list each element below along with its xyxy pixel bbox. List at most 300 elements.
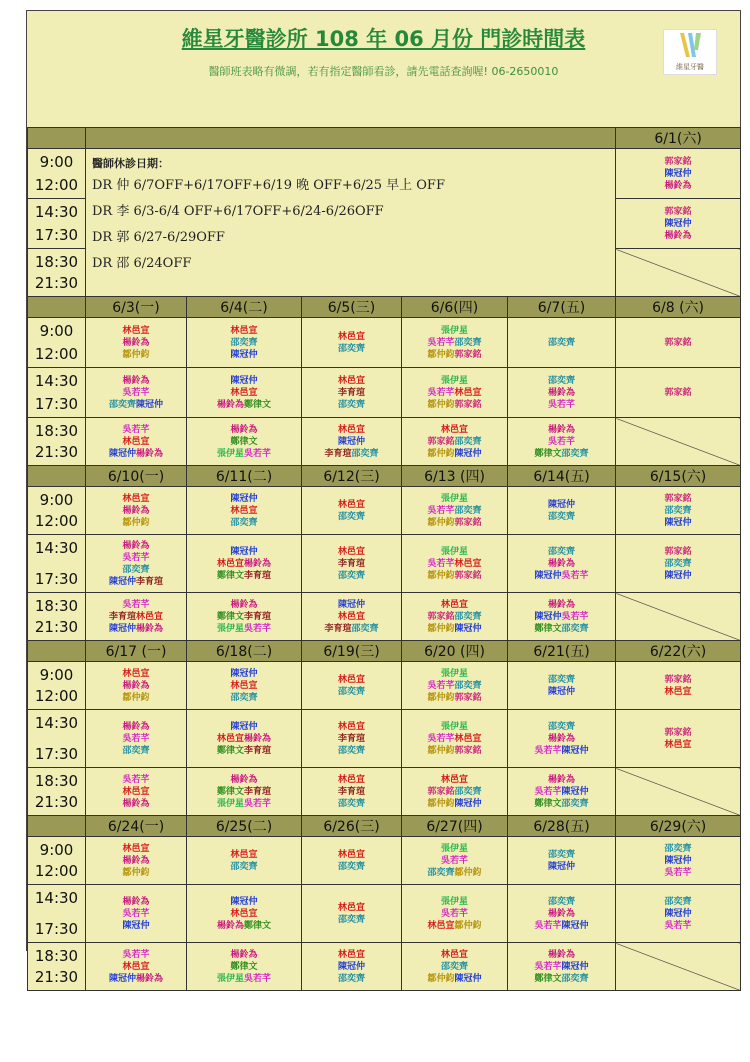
doctor-name: 邵奕齊	[548, 896, 576, 907]
doctor-line	[508, 861, 615, 873]
doctor-slot-cell	[187, 768, 302, 816]
doctor-line	[402, 424, 507, 436]
doctor-name: 郭家銘	[664, 206, 692, 217]
day-header: 6/21(五)	[508, 641, 616, 662]
off-days-notes	[86, 149, 616, 297]
doctor-line	[302, 902, 401, 914]
doctor-name: 陳冠仲	[664, 908, 692, 919]
doctor-name: 林邑宣	[440, 599, 468, 610]
doctor-line	[86, 920, 186, 932]
doctor-line	[86, 387, 186, 399]
doctor-name: 楊鈴為	[548, 949, 576, 960]
doctor-name: 郭家銘	[664, 337, 692, 348]
doctor-name: 張伊星	[440, 325, 468, 336]
doctor-name: 林邑宣	[122, 325, 150, 336]
doctor-name: 楊鈴為	[548, 733, 576, 744]
doctor-name: 林邑宣	[454, 558, 482, 569]
time-end: 21:30	[34, 443, 79, 461]
doctor-name: 邵奕齊	[108, 399, 136, 410]
time-start: 9:00	[39, 153, 74, 171]
doctor-name: 邵奕齊	[548, 721, 576, 732]
doctor-slot-cell	[302, 487, 402, 535]
doctor-line	[616, 920, 740, 932]
doctor-line	[86, 745, 186, 757]
day-header: 6/17 (一)	[86, 641, 187, 662]
time-slot-cell	[28, 837, 86, 885]
doctor-slot-cell	[508, 662, 616, 710]
doctor-name: 鄒仲鈞	[427, 745, 455, 756]
doctor-name: 吳若芊	[122, 908, 150, 919]
clinic-logo	[663, 29, 717, 75]
doctor-slot-cell	[616, 368, 741, 418]
doctor-slot-cell	[187, 662, 302, 710]
doctor-slot-cell	[616, 710, 741, 768]
doctor-line	[187, 436, 301, 448]
doctor-name: 郭家銘	[454, 570, 482, 581]
doctor-name: 邵奕齊	[561, 798, 589, 809]
doctor-line	[187, 517, 301, 529]
doctor-line	[302, 774, 401, 786]
doctor-line	[616, 180, 740, 192]
doctor-name: 林邑宣	[454, 733, 482, 744]
doctor-line	[402, 325, 507, 337]
doctor-name: 吳若芊	[548, 436, 576, 447]
slot-row	[28, 418, 741, 466]
doctor-name: 邵奕齊	[337, 686, 365, 697]
doctor-name: 鄒仲鈞	[454, 920, 482, 931]
doctor-name: 楊鈴為	[230, 774, 258, 785]
doctor-line	[616, 570, 740, 582]
doctor-name: 陳冠仲	[108, 576, 136, 587]
doctor-line	[508, 570, 615, 582]
doctor-name: 陳冠仲	[230, 375, 258, 386]
day-header: 6/5(三)	[302, 297, 402, 318]
doctor-slot-cell	[402, 662, 508, 710]
doctor-name: 林邑宣	[122, 843, 150, 854]
doctor-line	[302, 674, 401, 686]
doctor-line	[302, 745, 401, 757]
doctor-name: 邵奕齊	[561, 973, 589, 984]
doctor-name: 楊鈴為	[122, 505, 150, 516]
doctor-name: 陳冠仲	[337, 436, 365, 447]
doctor-line	[187, 349, 301, 361]
doctor-line	[402, 798, 507, 810]
time-start: 18:30	[34, 947, 79, 965]
doctor-name: 李育瑄	[244, 745, 272, 756]
doctor-line	[508, 448, 615, 460]
doctor-name: 郭家銘	[664, 387, 692, 398]
doctor-name: 吳若芊	[122, 733, 150, 744]
doctor-name: 陳冠仲	[454, 973, 482, 984]
doctor-line	[86, 576, 186, 588]
slot-row	[28, 368, 741, 418]
doctor-name: 楊鈴為	[548, 774, 576, 785]
doctor-name: 林邑宣	[230, 505, 258, 516]
doctor-name: 郭家銘	[664, 727, 692, 738]
time-end: 12:00	[34, 687, 79, 705]
time-start: 14:30	[34, 539, 79, 557]
doctor-slot-cell	[302, 418, 402, 466]
week-header-row	[28, 641, 741, 662]
time-end: 12:00	[34, 176, 79, 194]
day-header: 6/8 (六)	[616, 297, 741, 318]
doctor-line	[187, 599, 301, 611]
doctor-line	[616, 558, 740, 570]
doctor-name: 吳若芊	[440, 908, 468, 919]
doctor-name: 陳冠仲	[664, 168, 692, 179]
doctor-name: 陳冠仲	[534, 611, 562, 622]
doctor-name: 林邑宣	[440, 424, 468, 435]
doctor-name: 邵奕齊	[337, 973, 365, 984]
doctor-slot-cell	[508, 943, 616, 991]
doctor-line	[508, 558, 615, 570]
doctor-name: 陳冠仲	[454, 798, 482, 809]
doctor-name: 陳冠仲	[664, 218, 692, 229]
doctor-line	[187, 692, 301, 704]
doctor-line	[302, 448, 401, 460]
time-slot-cell	[28, 199, 86, 249]
doctor-line	[302, 786, 401, 798]
doctor-line	[402, 399, 507, 411]
doctor-line	[402, 692, 507, 704]
day-header: 6/25(二)	[187, 816, 302, 837]
doctor-name: 邵奕齊	[337, 745, 365, 756]
doctor-name: 張伊星	[440, 546, 468, 557]
doctor-name: 郭家銘	[664, 674, 692, 685]
doctor-line	[187, 399, 301, 411]
doctor-line	[302, 686, 401, 698]
doctor-name: 陳冠仲	[230, 668, 258, 679]
doctor-line	[616, 168, 740, 180]
doctor-slot-cell	[616, 535, 741, 593]
doctor-name: 林邑宣	[454, 387, 482, 398]
week-header-row	[28, 128, 741, 149]
doctor-name: 楊鈴為	[136, 448, 164, 459]
doctor-line	[86, 517, 186, 529]
doctor-name: 林邑宣	[440, 774, 468, 785]
doctor-line	[508, 949, 615, 961]
doctor-name: 鄭律文	[534, 448, 562, 459]
doctor-line	[302, 424, 401, 436]
doctor-name: 林邑宣	[664, 686, 692, 697]
doctor-line	[508, 733, 615, 745]
doctor-line	[402, 920, 507, 932]
doctor-line	[402, 611, 507, 623]
doctor-name: 吳若芊	[244, 448, 272, 459]
time-end: 12:00	[34, 345, 79, 363]
doctor-line	[402, 733, 507, 745]
slot-row	[28, 943, 741, 991]
doctor-slot-cell	[187, 487, 302, 535]
doctor-name: 郭家銘	[664, 493, 692, 504]
doctor-slot-cell	[187, 418, 302, 466]
doctor-line	[302, 914, 401, 926]
doctor-name: 楊鈴為	[122, 680, 150, 691]
doctor-line	[402, 375, 507, 387]
doctor-name: 林邑宣	[122, 786, 150, 797]
doctor-name: 林邑宣	[230, 387, 258, 398]
doctor-line	[508, 961, 615, 973]
doctor-line	[187, 546, 301, 558]
doctor-name: 吳若芊	[122, 774, 150, 785]
doctor-name: 邵奕齊	[454, 505, 482, 516]
day-header: 6/15(六)	[616, 466, 741, 487]
doctor-slot-cell	[402, 487, 508, 535]
doctor-line	[86, 349, 186, 361]
doctor-name: 李育瑄	[337, 387, 365, 398]
doctor-line	[402, 721, 507, 733]
doctor-name: 邵奕齊	[337, 914, 365, 925]
time-slot-cell	[28, 149, 86, 199]
doctor-name: 楊鈴為	[548, 558, 576, 569]
doctor-name: 吳若芊	[664, 920, 692, 931]
doctor-line	[302, 570, 401, 582]
doctor-slot-cell	[86, 943, 187, 991]
time-slot-cell	[28, 768, 86, 816]
doctor-line	[402, 599, 507, 611]
week-header-row	[28, 466, 741, 487]
doctor-name: 陳冠仲	[454, 448, 482, 459]
doctor-line	[187, 570, 301, 582]
doctor-name: 陳冠仲	[337, 599, 365, 610]
doctor-name: 楊鈴為	[122, 337, 150, 348]
doctor-name: 林邑宣	[337, 949, 365, 960]
doctor-name: 鄭律文	[244, 399, 272, 410]
doctor-line	[402, 774, 507, 786]
time-start: 9:00	[39, 841, 74, 859]
doctor-slot-cell	[302, 535, 402, 593]
doctor-name: 林邑宣	[440, 949, 468, 960]
doctor-name: 吳若芊	[122, 387, 150, 398]
time-slot-cell	[28, 593, 86, 641]
doctor-line	[302, 599, 401, 611]
doctor-line	[402, 745, 507, 757]
doctor-name: 邵奕齊	[337, 570, 365, 581]
doctor-line	[86, 733, 186, 745]
doctor-line	[508, 896, 615, 908]
schedule-table	[27, 127, 741, 991]
doctor-slot-cell	[616, 199, 741, 249]
doctor-line	[616, 337, 740, 349]
doctor-line	[302, 611, 401, 623]
doctor-line	[302, 949, 401, 961]
doctor-slot-cell	[86, 885, 187, 943]
doctor-line	[187, 920, 301, 932]
doctor-line	[86, 552, 186, 564]
doctor-name: 林邑宣	[230, 680, 258, 691]
doctor-name: 張伊星	[216, 973, 244, 984]
doctor-slot-cell	[616, 318, 741, 368]
doctor-name: 邵奕齊	[122, 564, 150, 575]
doctor-name: 邵奕齊	[664, 843, 692, 854]
doctor-name: 楊鈴為	[216, 920, 244, 931]
doctor-line	[302, 343, 401, 355]
doctor-name: 吳若芊	[244, 973, 272, 984]
doctor-name: 陳冠仲	[230, 349, 258, 360]
schedule-sheet	[26, 10, 741, 986]
doctor-name: 邵奕齊	[548, 849, 576, 860]
doctor-slot-cell	[402, 593, 508, 641]
doctor-name: 李育瑄	[108, 611, 136, 622]
doctor-name: 張伊星	[440, 843, 468, 854]
time-start: 14:30	[34, 889, 79, 907]
doctor-name: 楊鈴為	[122, 855, 150, 866]
doctor-line	[402, 558, 507, 570]
slot-row	[28, 768, 741, 816]
doctor-line	[302, 849, 401, 861]
doctor-name: 鄒仲鈞	[427, 570, 455, 581]
doctor-name: 鄒仲鈞	[427, 448, 455, 459]
doctor-name: 李育瑄	[337, 733, 365, 744]
doctor-line	[187, 908, 301, 920]
doctor-name: 楊鈴為	[230, 949, 258, 960]
doctor-slot-cell	[302, 710, 402, 768]
slot-row	[28, 837, 741, 885]
week-header-row	[28, 297, 741, 318]
day-header: 6/14(五)	[508, 466, 616, 487]
doctor-name: 林邑宣	[337, 774, 365, 785]
doctor-name: 李育瑄	[136, 576, 164, 587]
doctor-name: 林邑宣	[122, 493, 150, 504]
doctor-slot-cell	[402, 535, 508, 593]
tooth-logo-icon	[670, 30, 710, 60]
doctor-slot-cell	[86, 368, 187, 418]
closed-slot	[616, 768, 741, 816]
doctor-name: 李育瑄	[244, 786, 272, 797]
doctor-slot-cell	[302, 885, 402, 943]
doctor-line	[402, 949, 507, 961]
doctor-name: 陳冠仲	[561, 920, 589, 931]
doctor-line	[86, 774, 186, 786]
doctor-line	[302, 499, 401, 511]
doctor-name: 鄭律文	[216, 611, 244, 622]
doctor-line	[86, 599, 186, 611]
doctor-line	[402, 546, 507, 558]
doctor-line	[86, 961, 186, 973]
doctor-name: 楊鈴為	[216, 399, 244, 410]
doctor-line	[508, 686, 615, 698]
doctor-name: 邵奕齊	[548, 511, 576, 522]
doctor-name: 郭家銘	[427, 786, 455, 797]
doctor-name: 楊鈴為	[122, 798, 150, 809]
doctor-line	[86, 325, 186, 337]
doctor-name: 張伊星	[440, 493, 468, 504]
doctor-name: 邵奕齊	[454, 680, 482, 691]
doctor-line	[402, 337, 507, 349]
doctor-line	[402, 855, 507, 867]
doctor-line	[616, 505, 740, 517]
doctor-name: 郭家銘	[454, 399, 482, 410]
closed-slot	[616, 418, 741, 466]
doctor-line	[86, 843, 186, 855]
day-header: 6/1(六)	[616, 128, 741, 149]
doctor-slot-cell	[187, 837, 302, 885]
doctor-line	[302, 546, 401, 558]
doctor-name: 林邑宣	[664, 739, 692, 750]
doctor-name: 林邑宣	[427, 920, 455, 931]
doctor-name: 吳若芊	[440, 855, 468, 866]
doctor-slot-cell	[187, 593, 302, 641]
doctor-slot-cell	[508, 885, 616, 943]
doctor-slot-cell	[616, 885, 741, 943]
doctor-line	[86, 949, 186, 961]
doctor-line	[302, 399, 401, 411]
day-header: 6/29(六)	[616, 816, 741, 837]
doctor-slot-cell	[402, 368, 508, 418]
doctor-name: 陳冠仲	[664, 517, 692, 528]
doctor-line	[508, 920, 615, 932]
time-slot-cell	[28, 318, 86, 368]
doctor-line	[508, 375, 615, 387]
doctor-name: 吳若芊	[244, 623, 272, 634]
doctor-name: 邵奕齊	[337, 343, 365, 354]
doctor-slot-cell	[508, 768, 616, 816]
doctor-slot-cell	[86, 837, 187, 885]
doctor-line	[187, 798, 301, 810]
doctor-line	[86, 540, 186, 552]
doctor-name: 鄭律文	[534, 973, 562, 984]
doctor-name: 楊鈴為	[244, 733, 272, 744]
doctor-line	[508, 424, 615, 436]
doctor-line	[86, 692, 186, 704]
time-slot-cell	[28, 418, 86, 466]
doctor-name: 林邑宣	[216, 558, 244, 569]
time-start: 14:30	[34, 714, 79, 732]
doctor-line	[302, 973, 401, 985]
time-end: 21:30	[34, 274, 79, 292]
time-slot-cell	[28, 487, 86, 535]
doctor-name: 楊鈴為	[136, 623, 164, 634]
doctor-name: 鄭律文	[216, 745, 244, 756]
doctor-name: 李育瑄	[324, 623, 352, 634]
day-header: 6/22(六)	[616, 641, 741, 662]
doctor-line	[402, 680, 507, 692]
doctor-line	[616, 908, 740, 920]
doctor-slot-cell	[86, 418, 187, 466]
doctor-slot-cell	[508, 710, 616, 768]
time-end: 17:30	[34, 920, 79, 938]
doctor-line	[402, 623, 507, 635]
doctor-slot-cell	[187, 885, 302, 943]
doctor-line	[187, 733, 301, 745]
doctor-line	[616, 546, 740, 558]
doctor-line	[402, 570, 507, 582]
time-start: 18:30	[34, 253, 79, 271]
doctor-name: 吳若芊	[427, 505, 455, 516]
time-start: 14:30	[34, 372, 79, 390]
doctor-slot-cell	[616, 149, 741, 199]
doctor-slot-cell	[402, 710, 508, 768]
doctor-line	[86, 611, 186, 623]
doctor-name: 邵奕齊	[230, 337, 258, 348]
doctor-line	[402, 505, 507, 517]
doctor-name: 李育瑄	[324, 448, 352, 459]
doctor-name: 邵奕齊	[337, 798, 365, 809]
doctor-line	[302, 721, 401, 733]
doctor-name: 陳冠仲	[454, 623, 482, 634]
doctor-name: 張伊星	[440, 375, 468, 386]
doctor-name: 陳冠仲	[561, 961, 589, 972]
doctor-name: 鄒仲鈞	[427, 399, 455, 410]
doctor-line	[86, 798, 186, 810]
doctor-name: 邵奕齊	[230, 861, 258, 872]
doctor-name: 楊鈴為	[122, 375, 150, 386]
doctor-slot-cell	[187, 710, 302, 768]
doctor-line	[302, 331, 401, 343]
time-start: 9:00	[39, 491, 74, 509]
doctor-name: 陳冠仲	[136, 399, 164, 410]
doctor-name: 邵奕齊	[230, 692, 258, 703]
